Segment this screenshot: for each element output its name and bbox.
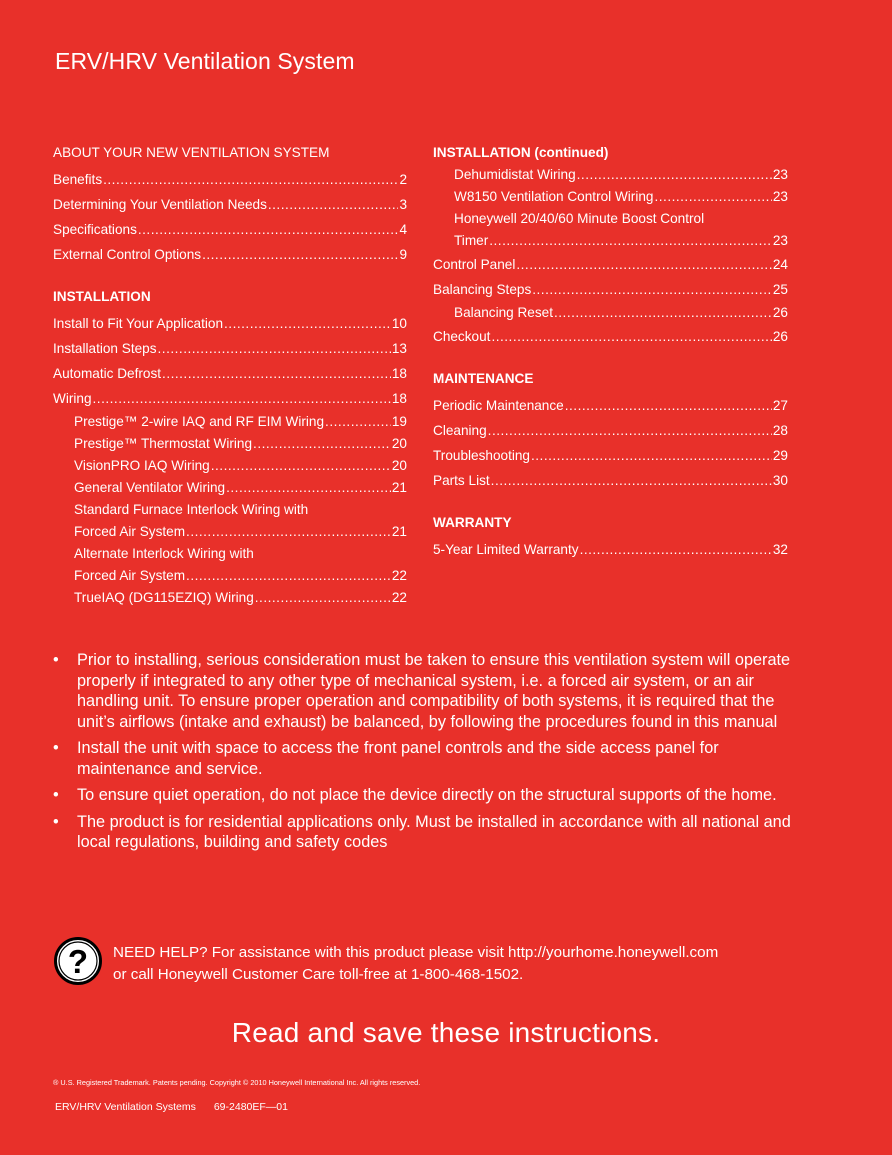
toc-sub-entry[interactable] <box>53 587 407 609</box>
toc-entry-first-line: Standard Furnace Interlock Wiring with <box>74 502 309 517</box>
toc-entry-first-line: Alternate Interlock Wiring with <box>74 546 254 561</box>
toc-leader-dots <box>186 565 391 587</box>
toc-entry-page: 21 <box>391 524 407 539</box>
toc-entry-label: Periodic Maintenance <box>433 398 564 413</box>
svg-text:?: ? <box>67 943 89 980</box>
toc-section-heading: ABOUT YOUR NEW VENTILATION SYSTEM <box>53 145 330 160</box>
toc-sub-entry[interactable] <box>53 455 407 477</box>
toc-entry-page: 32 <box>772 542 788 557</box>
toc-leader-dots <box>565 393 772 418</box>
toc-entry-page: 18 <box>391 366 407 381</box>
toc-entry-page: 4 <box>399 222 407 237</box>
toc-leader-dots <box>577 164 772 186</box>
toc-entry-label: Dehumidistat Wiring <box>454 167 576 182</box>
toc-leader-dots <box>531 443 772 468</box>
help-text <box>113 942 718 986</box>
toc-entry-page: 29 <box>772 448 788 463</box>
toc-entry-first-line: Honeywell 20/40/60 Minute Boost Control <box>454 211 705 226</box>
toc-entry[interactable] <box>433 277 788 302</box>
toc-leader-dots <box>491 468 772 493</box>
list-item <box>53 812 793 853</box>
toc-entry-page: 19 <box>391 414 407 429</box>
toc-entry-page: 26 <box>772 305 788 320</box>
toc-leader-dots <box>268 192 399 217</box>
toc-entry[interactable] <box>433 537 788 562</box>
toc-sub-entry[interactable] <box>53 433 407 455</box>
toc-entry-page: 27 <box>772 398 788 413</box>
toc-entry-page: 30 <box>772 473 788 488</box>
toc-entry[interactable] <box>53 361 407 386</box>
question-icon <box>53 936 103 986</box>
toc-entry-label: Wiring <box>53 391 92 406</box>
toc-right-column <box>433 142 788 562</box>
toc-entry[interactable] <box>53 167 407 192</box>
toc-leader-dots <box>488 418 772 443</box>
toc-entry-label: Prestige™ Thermostat Wiring <box>74 436 253 451</box>
toc-section-heading: INSTALLATION (continued) <box>433 145 609 160</box>
help-callout <box>53 936 813 988</box>
toc-entry-page: 20 <box>391 436 407 451</box>
toc-entry-label: Automatic Defrost <box>53 366 162 381</box>
toc-entry[interactable] <box>53 192 407 217</box>
list-item <box>53 738 793 779</box>
bullet-icon: • <box>53 739 59 757</box>
toc-entry-label: Control Panel <box>433 257 516 272</box>
toc-entry[interactable] <box>433 468 788 493</box>
toc-leader-dots <box>654 186 771 208</box>
toc-entry-label: Balancing Steps <box>433 282 532 297</box>
toc-entry[interactable] <box>53 242 407 267</box>
toc-section-heading: WARRANTY <box>433 515 512 530</box>
toc-entry-page: 9 <box>399 247 407 262</box>
list-item-text: Prior to installing, serious consideration must be taken to ensure this ventilation system will operate properly if integrated to any other type of mechanical system, i.e. a forced air system, or an air handling unit. To ensure proper operation and compatibility of both systems, it is required that the unit’s airflows (intake and exhaust) be balanced, by following the procedures found in this manual <box>77 651 791 731</box>
toc-entry-page: 2 <box>399 172 407 187</box>
toc-entry[interactable] <box>433 324 788 349</box>
toc-sub-entry[interactable] <box>433 302 788 324</box>
toc-entry-label: Cleaning <box>433 423 487 438</box>
toc-left-column <box>53 142 407 609</box>
toc-section-heading: MAINTENANCE <box>433 371 534 386</box>
toc-entry-label: Troubleshooting <box>433 448 530 463</box>
toc-leader-dots <box>226 477 391 499</box>
toc-entry-page: 18 <box>391 391 407 406</box>
toc-entry-page: 20 <box>391 458 407 473</box>
toc-section-heading: INSTALLATION <box>53 289 151 304</box>
toc-entry[interactable] <box>53 336 407 361</box>
toc-leader-dots <box>532 277 772 302</box>
toc-sub-entry[interactable] <box>53 411 407 433</box>
toc-leader-dots <box>255 587 391 609</box>
bullet-icon: • <box>53 651 59 669</box>
toc-entry-label: General Ventilator Wiring <box>74 480 226 495</box>
toc-entry[interactable] <box>433 393 788 418</box>
toc-entry-label: Specifications <box>53 222 137 237</box>
toc-entry[interactable] <box>53 311 407 336</box>
list-item-text: Install the unit with space to access the front panel controls and the side access panel for maintenance and service. <box>77 739 719 778</box>
list-item-text: To ensure quiet operation, do not place the device directly on the structural supports of the home. <box>77 786 777 804</box>
toc-entry-page: 22 <box>391 568 407 583</box>
toc-entry-label: Benefits <box>53 172 103 187</box>
toc-entry-label: Forced Air System <box>74 524 186 539</box>
toc-entry-page: 3 <box>399 197 407 212</box>
toc-sub-entry[interactable] <box>433 230 788 252</box>
toc-sub-entry[interactable] <box>53 521 407 543</box>
toc-entry-page: 13 <box>391 341 407 356</box>
toc-entry-label: TrueIAQ (DG115EZIQ) Wiring <box>74 590 254 605</box>
toc-entry[interactable] <box>53 386 407 411</box>
toc-entry-label: Determining Your Ventilation Needs <box>53 197 267 212</box>
toc-entry-label: Checkout <box>433 329 491 344</box>
toc-entry-page: 26 <box>772 329 788 344</box>
toc-leader-dots <box>103 167 398 192</box>
toc-entry[interactable] <box>433 252 788 277</box>
bullet-icon: • <box>53 786 59 804</box>
page-title: ERV/HRV Ventilation System <box>55 48 355 74</box>
toc-leader-dots <box>554 302 772 324</box>
help-line: NEED HELP? For assistance with this product please visit http://yourhome.honeywell.com <box>113 944 719 961</box>
toc-entry-page: 22 <box>391 590 407 605</box>
help-line: or call Honeywell Customer Care toll-free at 1-800-468-1502. <box>113 966 524 983</box>
toc-leader-dots <box>580 537 772 562</box>
toc-entry-page: 28 <box>772 423 788 438</box>
toc-leader-dots <box>491 324 771 349</box>
toc-entry[interactable] <box>433 418 788 443</box>
toc-leader-dots <box>253 433 391 455</box>
toc-leader-dots <box>186 521 391 543</box>
toc-leader-dots <box>489 230 772 252</box>
toc-entry-label: Forced Air System <box>74 568 186 583</box>
toc-entry-page: 25 <box>772 282 788 297</box>
toc-leader-dots <box>93 386 391 411</box>
toc-entry-label: Parts List <box>433 473 490 488</box>
toc-entry-label: External Control Options <box>53 247 202 262</box>
toc-sub-entry[interactable] <box>433 164 788 186</box>
list-item-text: The product is for residential applications only. Must be installed in accordance with all national and local regulations, building and safety codes <box>77 812 791 851</box>
toc-leader-dots <box>202 242 398 267</box>
toc-entry-label: Timer <box>454 233 489 248</box>
toc-entry[interactable] <box>433 443 788 468</box>
toc-entry-page: 23 <box>772 233 788 248</box>
toc-leader-dots <box>211 455 391 477</box>
footer-product: ERV/HRV Ventilation Systems <box>55 1101 196 1113</box>
toc-entry-page: 23 <box>772 167 788 182</box>
toc-leader-dots <box>162 361 391 386</box>
toc-entry-label: VisionPRO IAQ Wiring <box>74 458 210 473</box>
toc-leader-dots <box>224 311 391 336</box>
list-item <box>53 785 793 806</box>
footer-doc-number: 69-2480EF—01 <box>213 1101 288 1113</box>
save-instructions-heading: Read and save these instructions. <box>231 1017 661 1048</box>
toc-entry-page: 23 <box>772 189 788 204</box>
toc-entry-label: W8150 Ventilation Control Wiring <box>454 189 654 204</box>
toc-leader-dots <box>138 217 399 242</box>
page-footer <box>55 1101 288 1113</box>
toc-sub-entry[interactable] <box>53 565 407 587</box>
toc-leader-dots <box>325 411 391 433</box>
toc-leader-dots <box>158 336 391 361</box>
toc-sub-entry[interactable] <box>433 186 788 208</box>
toc-leader-dots <box>516 252 772 277</box>
toc-entry-label: Installation Steps <box>53 341 157 356</box>
toc-entry-label: Balancing Reset <box>454 305 553 320</box>
legal-notice: ® U.S. Registered Trademark. Patents pending. Copyright © 2010 Honeywell International Inc. All rights reserved. <box>53 1078 421 1087</box>
toc-entry[interactable] <box>53 217 407 242</box>
toc-entry-label: 5-Year Limited Warranty <box>433 542 579 557</box>
toc-entry-label: Install to Fit Your Application <box>53 316 224 331</box>
toc-entry-page: 24 <box>772 257 788 272</box>
important-notes-list <box>53 650 793 859</box>
toc-entry-page: 21 <box>391 480 407 495</box>
bullet-icon: • <box>53 812 59 831</box>
toc-entry-page: 10 <box>391 316 407 331</box>
toc-sub-entry[interactable] <box>53 477 407 499</box>
list-item <box>53 650 793 732</box>
toc-entry-label: Prestige™ 2-wire IAQ and RF EIM Wiring <box>74 414 325 429</box>
